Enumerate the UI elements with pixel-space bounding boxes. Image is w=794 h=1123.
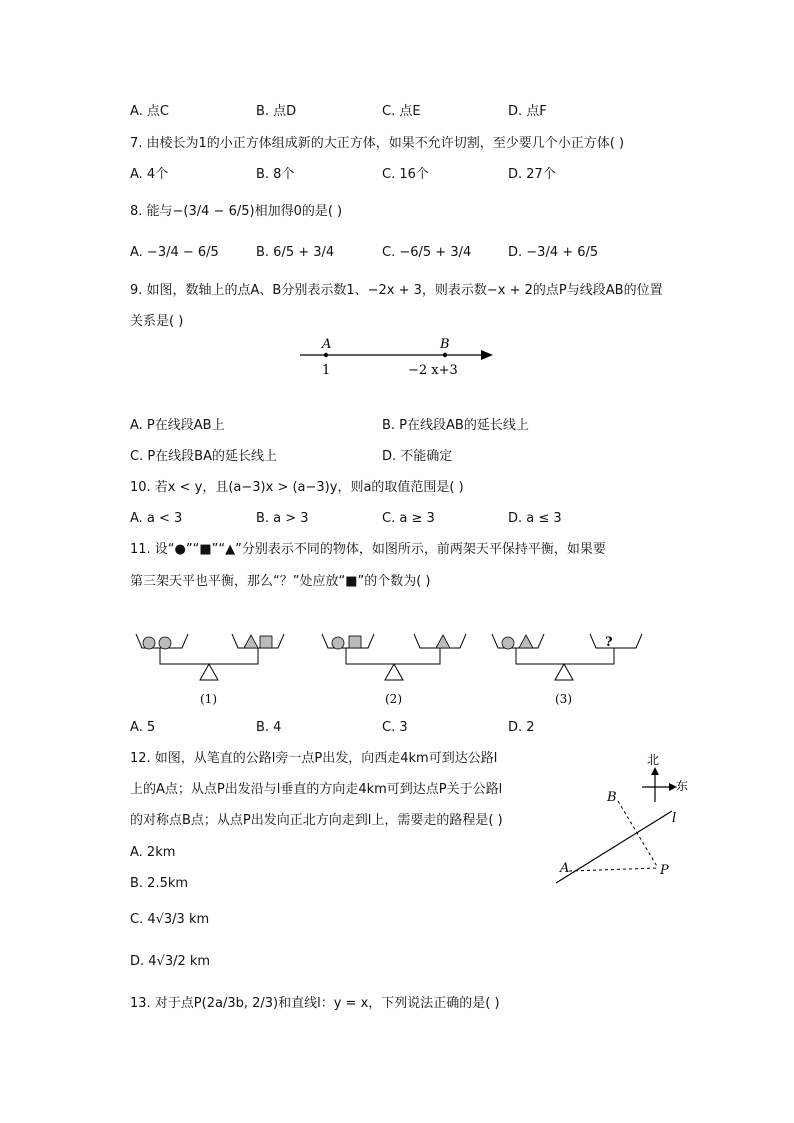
compass-north-label: 北: [647, 753, 660, 767]
q9-option-c: C. P在线段BA的延长线上: [130, 449, 277, 464]
triangle-icon: [436, 635, 450, 648]
q11-stem-line2: 第三架天平也平衡，那么“？”处应放“■”的个数为( ): [130, 574, 431, 589]
q9-option-d: D. 不能确定: [382, 449, 453, 464]
circle-icon: [143, 637, 155, 649]
q11-stem-line1: 11. 设“●”“■”“▲”分别表示不同的物体，如图所示，前两架天平保持平衡，如果要: [130, 542, 606, 557]
balance-caption-2: (2): [385, 692, 402, 706]
q12-stem-line1: 12. 如图，从笔直的公路l旁一点P出发，向西走4km可到达公路l: [130, 751, 498, 766]
q8-option-c: C. −6/5 + 3/4: [382, 245, 472, 260]
q9-stem-line1: 9. 如图，数轴上的点A、B分别表示数1、−2x + 3，则表示数−x + 2的点P与线段AB的位置: [130, 283, 663, 298]
q12-road-figure: [550, 750, 700, 890]
q12-stem-line3: 的对称点B点；从点P出发向正北方向走到l上，需要走的路程是( ): [130, 813, 503, 828]
circle-icon: [159, 637, 171, 649]
q11-balance-figure: [130, 622, 650, 714]
q9-option-b: B. P在线段AB的延长线上: [382, 418, 529, 433]
q12-option-a: A. 2km: [130, 845, 176, 860]
balance-caption-3: (3): [555, 692, 572, 706]
q6-option-a: A. 点C: [130, 104, 170, 119]
q11-option-a: A. 5: [130, 720, 156, 735]
q9-label-b: B: [440, 337, 450, 352]
q10-option-a: A. a < 3: [130, 511, 183, 526]
compass-east-label: 东: [676, 779, 689, 793]
balance-1: [136, 634, 284, 706]
triangle-icon: [519, 635, 533, 648]
q8-option-b: B. 6/5 + 3/4: [256, 245, 335, 260]
balance-2: [322, 634, 466, 706]
q9-label-a: A: [322, 337, 332, 352]
q13-stem: 13. 对于点P(2a/3b, 2/3)和直线l：y = x，下列说法正确的是( ): [130, 996, 500, 1011]
q6-option-b: B. 点D: [256, 104, 297, 119]
q7-stem: 7. 由棱长为1的小正方体组成新的大正方体，如果不允许切割，至少要几个小正方体( ): [130, 136, 625, 151]
q8-option-d: D. −3/4 + 6/5: [508, 245, 599, 260]
balance-caption-1: (1): [200, 692, 217, 706]
q11-option-b: B. 4: [256, 720, 282, 735]
balance-3: [492, 634, 642, 706]
q9-stem-line2: 关系是( ): [130, 314, 184, 329]
q8-option-a: A. −3/4 − 6/5: [130, 245, 219, 260]
q7-option-b: B. 8个: [256, 167, 295, 182]
q12-option-c: C. 4√3/3 km: [130, 912, 210, 927]
q12-label-a: A: [560, 861, 570, 876]
circle-icon: [332, 637, 344, 649]
q12-option-d: D. 4√3/2 km: [130, 954, 211, 969]
circle-icon: [502, 637, 514, 649]
q7-option-a: A. 4个: [130, 167, 169, 182]
q6-option-c: C. 点E: [382, 104, 421, 119]
q7-option-c: C. 16个: [382, 167, 429, 182]
q9-option-a: A. P在线段AB上: [130, 418, 225, 433]
q8-stem: 8. 能与−(3/4 − 6/5)相加得0的是( ): [130, 204, 343, 219]
q12-option-b: B. 2.5km: [130, 876, 189, 891]
q12-label-p: P: [660, 863, 669, 878]
q6-option-d: D. 点F: [508, 104, 547, 119]
square-icon: [260, 636, 272, 648]
q10-option-d: D. a ≤ 3: [508, 511, 562, 526]
balance-question-mark: ?: [605, 635, 613, 650]
q11-option-c: C. 3: [382, 720, 408, 735]
q10-option-c: C. a ≥ 3: [382, 511, 435, 526]
q11-option-d: D. 2: [508, 720, 535, 735]
q9-value-b: −2 x+3: [408, 363, 458, 378]
q10-option-b: B. a > 3: [256, 511, 309, 526]
q9-number-line-figure: [290, 335, 510, 380]
q12-label-l: l: [672, 811, 677, 826]
q10-stem: 10. 若x < y，且(a−3)x > (a−3)y，则a的取值范围是( ): [130, 480, 464, 495]
q7-option-d: D. 27个: [508, 167, 556, 182]
q9-value-a: 1: [322, 363, 331, 378]
q12-label-b: B: [607, 790, 617, 805]
square-icon: [349, 636, 361, 648]
q12-stem-line2: 上的A点；从点P出发沿与l垂直的方向走4km可到达点P关于公路l: [130, 782, 503, 797]
triangle-icon: [244, 635, 258, 648]
